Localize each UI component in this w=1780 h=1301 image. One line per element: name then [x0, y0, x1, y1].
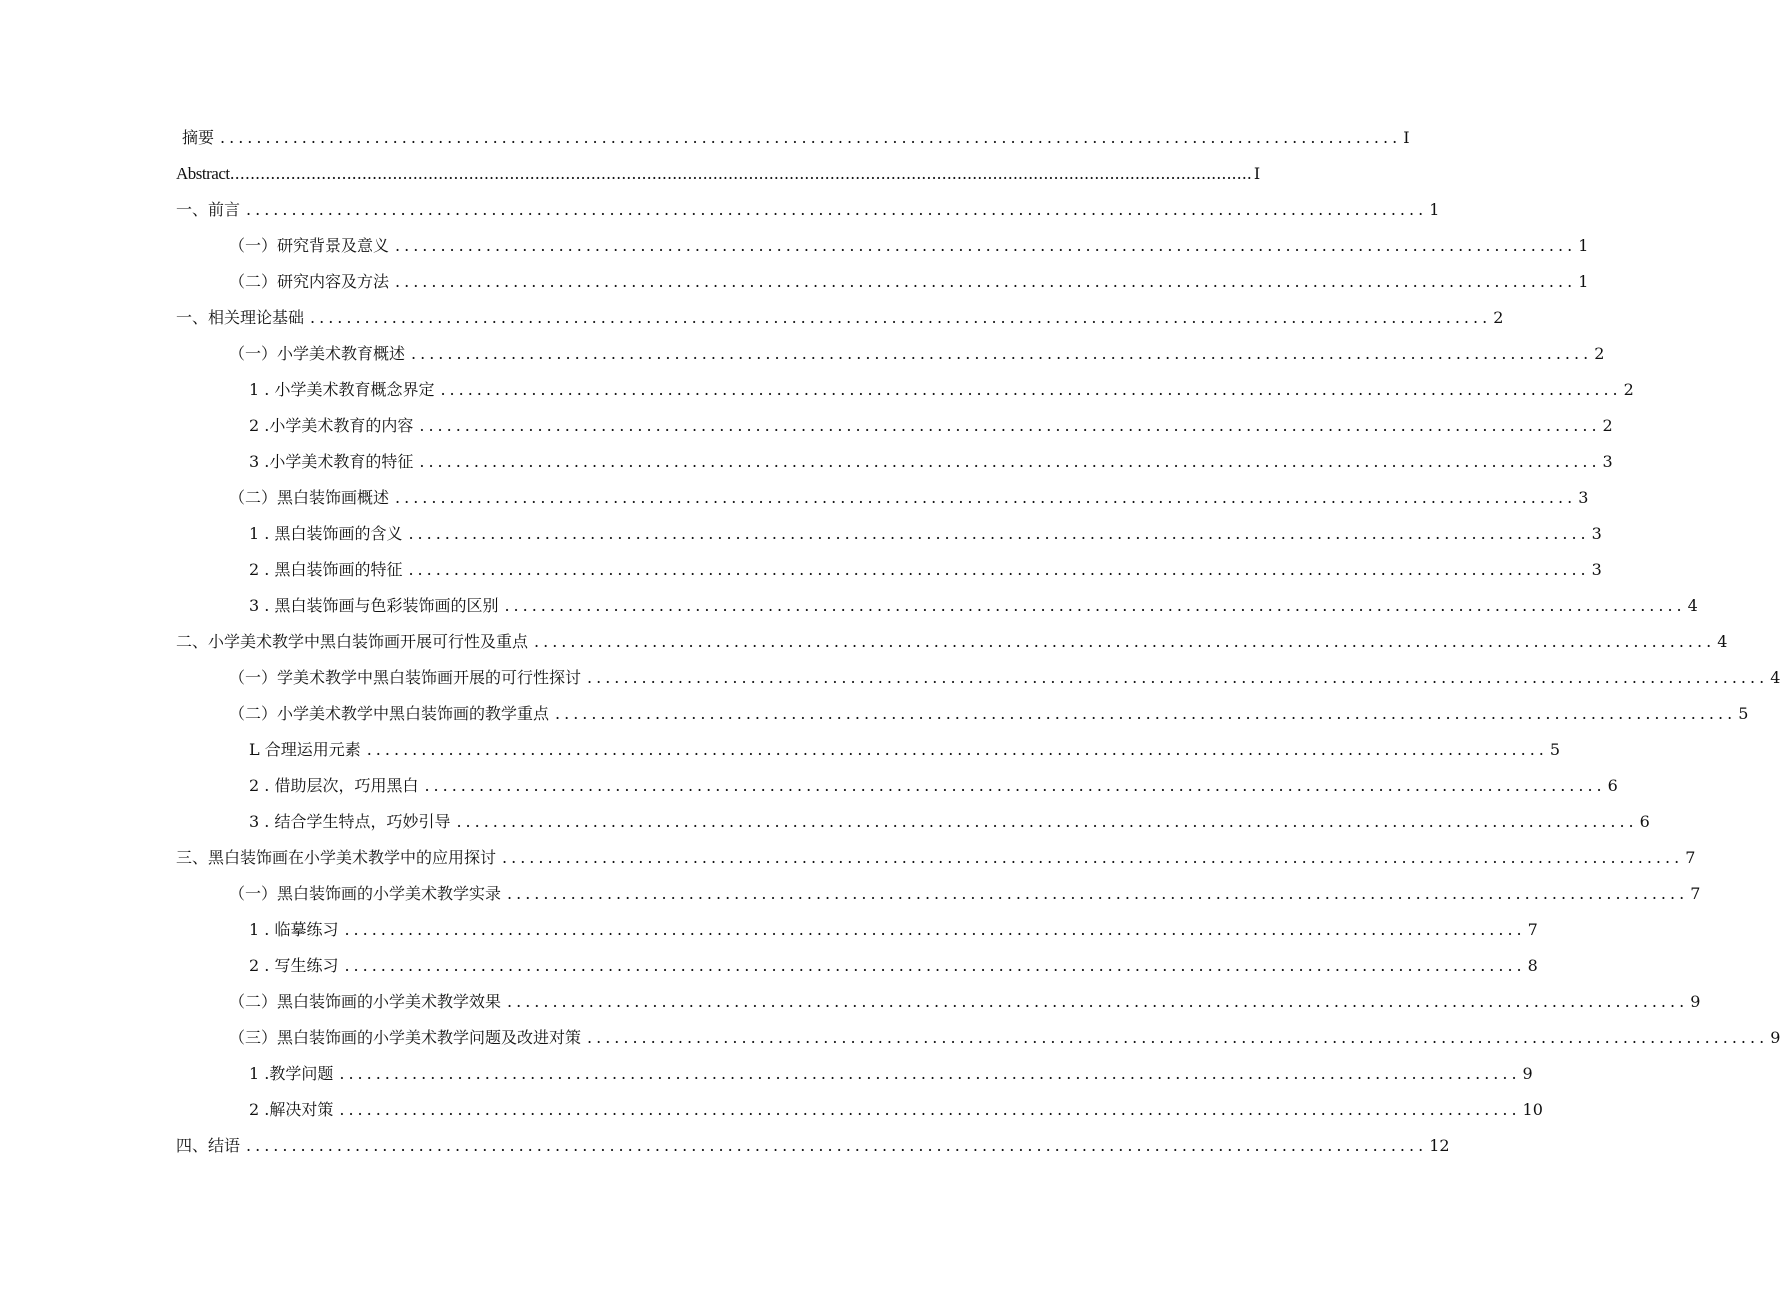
toc-entry-title: （一）学美术教学中黑白装饰画开展的可行性探讨 — [229, 668, 582, 687]
toc-entry-title: 2 .小学美术教育的内容 — [249, 416, 414, 435]
toc-entry[interactable] — [249, 730, 1561, 760]
toc-entry-page: 2 — [1594, 344, 1605, 363]
toc-entry[interactable] — [229, 658, 1780, 688]
toc-entry-page: 7 — [1690, 884, 1701, 903]
toc-entry-title: 四、结语 — [176, 1136, 241, 1155]
toc-entry-page: 2 — [1493, 308, 1504, 327]
toc-entry-page: 9 — [1690, 992, 1701, 1011]
dot-leader: .................................................................................................................................. — [366, 740, 1548, 759]
toc-entry[interactable] — [249, 550, 1602, 580]
toc-entry[interactable] — [249, 442, 1613, 472]
toc-entry-page: 8 — [1527, 956, 1538, 975]
dot-leader: .................................................................................................................................. — [220, 128, 1402, 147]
toc-entry-title: 3 . 黑白装饰画与色彩装饰画的区别 — [249, 596, 499, 615]
toc-entry-page: 9 — [1770, 1028, 1780, 1047]
dot-leader: ......................................................................................................................................................................................................... — [229, 164, 1252, 183]
dot-leader: .................................................................................................................................. — [419, 416, 1601, 435]
toc-entry-title: 摘要 — [182, 128, 215, 147]
toc-entry-page: 12 — [1429, 1136, 1450, 1155]
toc-entry-title: 3 .小学美术教育的特征 — [249, 452, 414, 471]
toc-entry-page: 6 — [1639, 812, 1650, 831]
dot-leader: .................................................................................................................................. — [456, 812, 1638, 831]
toc-entry[interactable] — [176, 154, 1261, 184]
toc-entry[interactable] — [176, 838, 1696, 868]
toc-entry[interactable] — [176, 298, 1504, 328]
toc-entry-title: L 合理运用元素 — [249, 740, 361, 759]
toc-entry-title: （二）黑白装饰画概述 — [229, 488, 390, 507]
toc-entry-title: 2 . 借助层次，巧用黑白 — [249, 776, 419, 795]
toc-entry[interactable] — [249, 370, 1634, 400]
toc-entry-page: 7 — [1685, 848, 1696, 867]
toc-entry-page: 4 — [1770, 668, 1780, 687]
toc-entry-page: 4 — [1717, 632, 1728, 651]
toc-entry-title: 2 .解决对策 — [249, 1100, 334, 1119]
dot-leader: .................................................................................................................................. — [507, 884, 1689, 903]
toc-entry-page: 7 — [1527, 920, 1538, 939]
dot-leader: .................................................................................................................................. — [395, 488, 1577, 507]
toc-entry-title: Abstract — [176, 164, 230, 183]
toc-entry-page: 6 — [1607, 776, 1618, 795]
toc-entry-page: 1 — [1429, 200, 1440, 219]
toc-entry-page: I — [1403, 128, 1410, 147]
toc-entry[interactable] — [249, 406, 1613, 436]
toc-entry[interactable] — [229, 226, 1589, 256]
toc-entry[interactable] — [249, 766, 1618, 796]
toc-entry-page: I — [1253, 164, 1261, 183]
dot-leader: .................................................................................................................................. — [440, 380, 1622, 399]
dot-leader: .................................................................................................................................. — [395, 272, 1577, 291]
toc-entry[interactable] — [249, 910, 1538, 940]
dot-leader: .................................................................................................................................. — [395, 236, 1577, 255]
toc-entry-page: 5 — [1738, 704, 1749, 723]
dot-leader: .................................................................................................................................. — [339, 1100, 1521, 1119]
toc-entry-title: 1 .教学问题 — [249, 1064, 334, 1083]
toc-entry[interactable] — [229, 1018, 1780, 1048]
dot-leader: .................................................................................................................................. — [587, 668, 1769, 687]
toc-entry[interactable] — [229, 262, 1589, 292]
toc-entry[interactable] — [176, 1126, 1450, 1156]
toc-entry-page: 2 — [1623, 380, 1634, 399]
toc-entry-title: 1 . 小学美术教育概念界定 — [249, 380, 435, 399]
toc-entry-title: 3 . 结合学生特点，巧妙引导 — [249, 812, 451, 831]
dot-leader: .................................................................................................................................. — [419, 452, 1601, 471]
toc-entry[interactable] — [229, 478, 1589, 508]
dot-leader: .................................................................................................................................. — [504, 596, 1686, 615]
toc-entry-page: 4 — [1687, 596, 1698, 615]
toc-entry-page: 3 — [1578, 488, 1589, 507]
dot-leader: .................................................................................................................................. — [339, 1064, 1521, 1083]
toc-entry[interactable] — [229, 334, 1605, 364]
dot-leader: .................................................................................................................................. — [246, 200, 1428, 219]
toc-entry-title: （二）研究内容及方法 — [229, 272, 390, 291]
dot-leader: .................................................................................................................................. — [555, 704, 1737, 723]
toc-entry[interactable] — [249, 1090, 1543, 1120]
dot-leader: .................................................................................................................................. — [246, 1136, 1428, 1155]
toc-entry[interactable] — [249, 946, 1538, 976]
toc-entry-page: 3 — [1591, 560, 1602, 579]
dot-leader: .................................................................................................................................. — [502, 848, 1684, 867]
dot-leader: .................................................................................................................................. — [344, 956, 1526, 975]
toc-entry-title: 一、相关理论基础 — [176, 308, 305, 327]
toc-entry-title: （三）黑白装饰画的小学美术教学问题及改进对策 — [229, 1028, 582, 1047]
dot-leader: .................................................................................................................................. — [411, 344, 1593, 363]
dot-leader: .................................................................................................................................. — [344, 920, 1526, 939]
dot-leader: .................................................................................................................................. — [310, 308, 1492, 327]
dot-leader: .................................................................................................................................. — [408, 560, 1590, 579]
toc-entry-page: 5 — [1549, 740, 1561, 759]
toc-entry-page: 2 — [1602, 416, 1613, 435]
toc-entry[interactable] — [249, 802, 1650, 832]
toc-entry[interactable] — [249, 586, 1698, 616]
toc-entry-page: 9 — [1522, 1064, 1533, 1083]
toc-entry[interactable] — [229, 874, 1701, 904]
toc-entry-title: 1 . 临摹练习 — [249, 920, 339, 939]
toc-entry[interactable] — [176, 190, 1440, 220]
toc-entry-title: （一）小学美术教育概述 — [229, 344, 406, 363]
toc-entry[interactable] — [176, 118, 1410, 148]
toc-entry-title: （二）小学美术教学中黑白装饰画的教学重点 — [229, 704, 550, 723]
toc-entry-title: （二）黑白装饰画的小学美术教学效果 — [229, 992, 502, 1011]
toc-entry-title: 三、黑白装饰画在小学美术教学中的应用探讨 — [176, 848, 497, 867]
toc-entry-title: 二、小学美术教学中黑白装饰画开展可行性及重点 — [176, 632, 529, 651]
toc-entry-page: 10 — [1522, 1100, 1543, 1119]
toc-entry-title: （一）黑白装饰画的小学美术教学实录 — [229, 884, 502, 903]
toc-entry-title: 1 . 黑白装饰画的含义 — [249, 524, 403, 543]
toc-entry-page: 1 — [1578, 236, 1589, 255]
toc-entry-page: 3 — [1591, 524, 1602, 543]
toc-entry[interactable] — [229, 982, 1701, 1012]
toc-entry[interactable] — [229, 694, 1749, 724]
toc-entry-title: 2 . 写生练习 — [249, 956, 339, 975]
toc-entry[interactable] — [249, 1054, 1533, 1084]
toc-entry-page: 3 — [1602, 452, 1613, 471]
toc-entry-page: 1 — [1578, 272, 1589, 291]
toc-entry-title: 一、前言 — [176, 200, 241, 219]
dot-leader: .................................................................................................................................. — [408, 524, 1590, 543]
dot-leader: .................................................................................................................................. — [587, 1028, 1769, 1047]
dot-leader: .................................................................................................................................. — [507, 992, 1689, 1011]
toc-entry[interactable] — [176, 622, 1728, 652]
toc-entry-title: 2 . 黑白装饰画的特征 — [249, 560, 403, 579]
dot-leader: .................................................................................................................................. — [424, 776, 1606, 795]
toc-entry[interactable] — [249, 514, 1602, 544]
dot-leader: .................................................................................................................................. — [534, 632, 1716, 651]
toc-entry-title: （一）研究背景及意义 — [229, 236, 390, 255]
